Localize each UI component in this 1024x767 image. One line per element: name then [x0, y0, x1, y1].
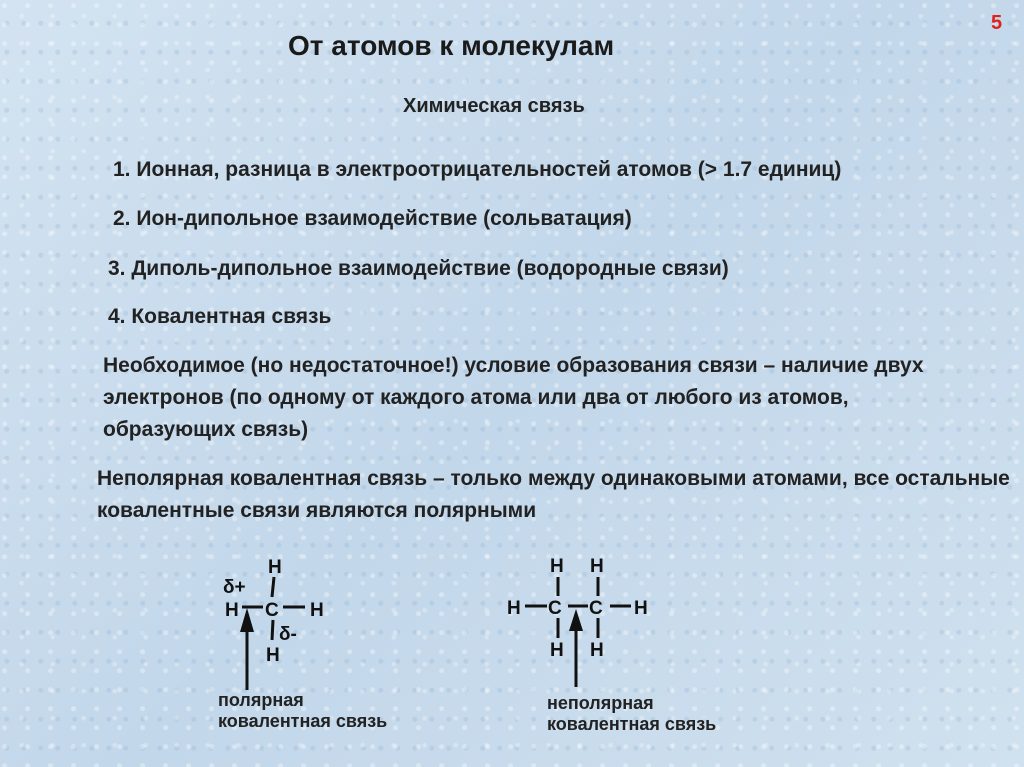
- caption-line: полярная: [218, 690, 304, 710]
- delta-plus-label: δ+: [223, 577, 246, 598]
- atom-h: H: [590, 640, 604, 661]
- atom-h: H: [268, 557, 282, 578]
- list-item: 1. Ионная, разница в электроотрицательностей атомов (> 1.7 единиц): [113, 158, 842, 181]
- atom-c: C: [548, 598, 562, 619]
- delta-minus-label: δ-: [279, 624, 297, 645]
- caption-line: ковалентная связь: [218, 711, 388, 731]
- caption-line: неполярная: [547, 693, 654, 713]
- atom-c: C: [265, 600, 279, 621]
- polar-caption: [218, 690, 387, 732]
- caption-line: ковалентная связь: [547, 714, 717, 734]
- atom-h: H: [634, 598, 648, 619]
- atom-h: H: [590, 556, 604, 577]
- atom-c: C: [589, 598, 603, 619]
- list-item: 2. Ион-дипольное взаимодействие (сольватация): [113, 207, 632, 230]
- slide-title: От атомов к молекулам: [288, 30, 615, 61]
- bond-line: [272, 577, 274, 597]
- page-number: 5: [991, 12, 1003, 34]
- atom-h: H: [550, 640, 564, 661]
- nonpolar-paragraph: Неполярная ковалентная связь – только между одинаковыми атомами, все остальные ковалентные связи являются полярными: [97, 467, 1010, 522]
- nonpolar-molecule-diagram: [525, 577, 631, 687]
- bond-arrow-head: [569, 609, 583, 631]
- atom-h: H: [310, 600, 324, 621]
- list-item: 4. Ковалентная связь: [108, 305, 332, 328]
- bond-arrow-head: [240, 608, 254, 632]
- condition-paragraph: Необходимое (но недостаточное!) условие образования связи – наличие двух электронов (по одному от каждого атома или два от любого из атомов, образующих связь): [103, 354, 924, 441]
- atom-h: H: [225, 600, 239, 621]
- atom-h: H: [266, 645, 280, 666]
- list-item: 3. Диполь-дипольное взаимодействие (водородные связи): [108, 257, 729, 280]
- atom-h: H: [550, 556, 564, 577]
- nonpolar-caption: [547, 693, 716, 735]
- slide-subtitle: Химическая связь: [403, 95, 585, 117]
- atom-h: H: [507, 598, 521, 619]
- bond-line: [272, 620, 273, 640]
